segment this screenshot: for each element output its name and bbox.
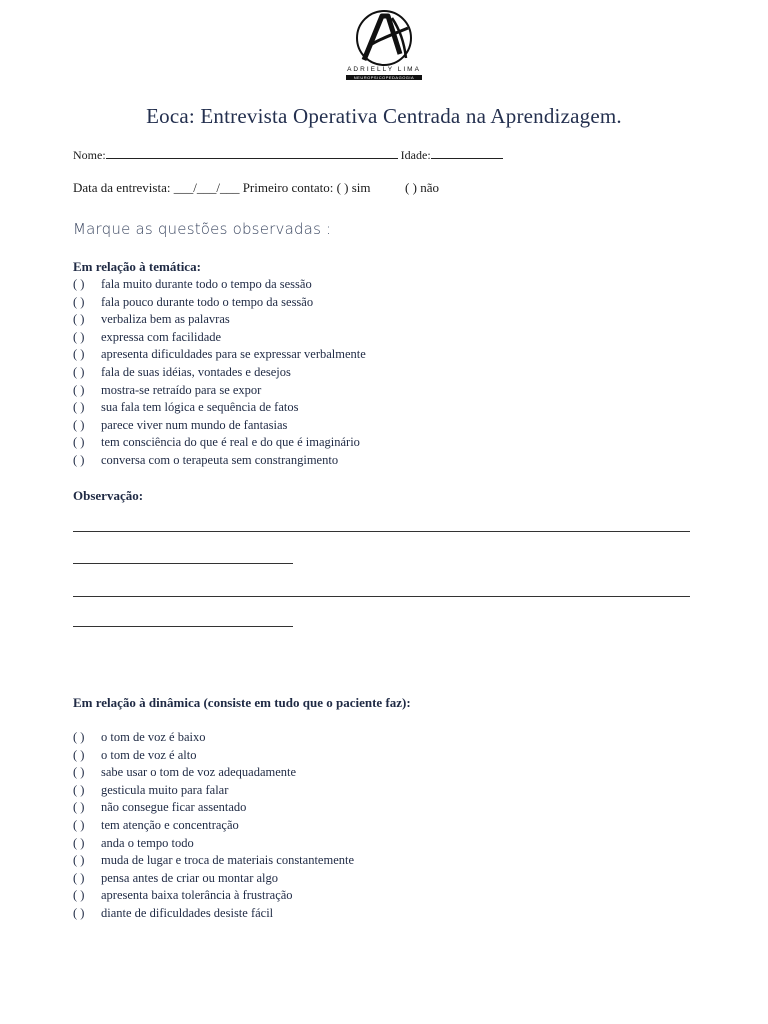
dinamica-item: [73, 905, 354, 923]
dinamica-item-label: o tom de voz é alto: [101, 747, 197, 762]
nome-label: Nome:: [73, 148, 106, 162]
data-label: Data da entrevista:: [73, 180, 171, 195]
nome-field[interactable]: [106, 148, 398, 159]
dinamica-list: [73, 729, 354, 923]
page-title: Eoca: Entrevista Operativa Centrada na Aprendizagem.: [146, 104, 622, 128]
nao-checkbox[interactable]: ( ) não: [405, 180, 439, 195]
tematica-item: [73, 399, 366, 417]
dinamica-item-label: apresenta baixa tolerância à frustração: [101, 888, 293, 903]
dinamica-item: [73, 852, 354, 870]
dinamica-checkbox[interactable]: ( ): [73, 905, 85, 920]
tematica-item: [73, 329, 366, 347]
tematica-checkbox[interactable]: ( ): [73, 382, 85, 397]
dinamica-checkbox[interactable]: ( ): [73, 800, 85, 815]
tematica-item-label: conversa com o terapeuta sem constrangimento: [101, 452, 339, 467]
tematica-checkbox[interactable]: ( ): [73, 400, 85, 415]
tematica-item: [73, 276, 366, 294]
dinamica-checkbox[interactable]: ( ): [73, 747, 85, 762]
tematica-checkbox[interactable]: ( ): [73, 347, 85, 362]
nome-idade-row: [73, 148, 503, 163]
dinamica-checkbox[interactable]: ( ): [73, 835, 85, 850]
dinamica-checkbox[interactable]: ( ): [73, 765, 85, 780]
observacao-line-2[interactable]: [73, 563, 293, 564]
dinamica-checkbox[interactable]: ( ): [73, 782, 85, 797]
dinamica-item-label: diante de dificuldades desiste fácil: [101, 905, 274, 920]
tematica-item: [73, 434, 366, 452]
idade-label: Idade:: [400, 148, 431, 162]
tematica-heading: Em relação à temática:: [73, 259, 201, 274]
dinamica-item: [73, 764, 354, 782]
dinamica-checkbox[interactable]: ( ): [73, 853, 85, 868]
tematica-list: [73, 276, 366, 470]
tematica-item-label: tem consciência do que é real e do que é imaginário: [101, 435, 360, 450]
dinamica-item-label: gesticula muito para falar: [101, 782, 229, 797]
observacao-line-3[interactable]: [73, 596, 690, 597]
idade-field[interactable]: [431, 148, 503, 159]
tematica-item-label: mostra-se retraído para se expor: [101, 382, 262, 397]
dinamica-item: [73, 799, 354, 817]
tematica-checkbox[interactable]: ( ): [73, 452, 85, 467]
tematica-checkbox[interactable]: ( ): [73, 435, 85, 450]
logo-circle-icon: [342, 8, 426, 68]
dinamica-item: [73, 887, 354, 905]
dinamica-item-label: muda de lugar e troca de materiais constantemente: [101, 853, 355, 868]
instruction-text: Marque as questões observadas :: [73, 220, 332, 238]
observacao-line-1[interactable]: [73, 531, 690, 532]
dinamica-checkbox[interactable]: ( ): [73, 870, 85, 885]
tematica-item-label: fala pouco durante todo o tempo da sessão: [101, 294, 314, 309]
tematica-checkbox[interactable]: ( ): [73, 277, 85, 291]
observacao-heading: Observação:: [73, 488, 144, 503]
dinamica-item-label: o tom de voz é baixo: [101, 730, 206, 744]
dinamica-item: [73, 729, 354, 747]
dinamica-item-label: sabe usar o tom de voz adequadamente: [101, 765, 297, 780]
tematica-item-label: fala muito durante todo o tempo da sessão: [101, 277, 312, 291]
tematica-checkbox[interactable]: ( ): [73, 294, 85, 309]
tematica-item-label: verbaliza bem as palavras: [101, 312, 230, 327]
tematica-item-label: sua fala tem lógica e sequência de fatos: [101, 400, 299, 415]
dinamica-item: [73, 747, 354, 765]
tematica-item: [73, 452, 366, 470]
tematica-item: [73, 364, 366, 382]
tematica-checkbox[interactable]: ( ): [73, 364, 85, 379]
brand-logo: [342, 8, 426, 80]
dinamica-item-label: anda o tempo todo: [101, 835, 194, 850]
dinamica-item-label: não consegue ficar assentado: [101, 800, 247, 815]
tematica-checkbox[interactable]: ( ): [73, 417, 85, 432]
tematica-item-label: expressa com facilidade: [101, 329, 222, 344]
dinamica-checkbox[interactable]: ( ): [73, 730, 85, 744]
tematica-checkbox[interactable]: ( ): [73, 312, 85, 327]
dinamica-item-label: pensa antes de criar ou montar algo: [101, 870, 279, 885]
logo-name: ADRIELLY LIMA: [347, 66, 421, 73]
dinamica-item: [73, 817, 354, 835]
dinamica-item-label: tem atenção e concentração: [101, 817, 239, 832]
logo-tagline: NEUROPSICOPEDAGOGIA: [346, 75, 422, 80]
dinamica-heading: Em relação à dinâmica (consiste em tudo que o paciente faz):: [73, 695, 411, 710]
sim-checkbox[interactable]: ( ) sim: [336, 180, 371, 195]
tematica-item-label: parece viver num mundo de fantasias: [101, 417, 288, 432]
tematica-item: [73, 417, 366, 435]
tematica-item-label: apresenta dificuldades para se expressar verbalmente: [101, 347, 366, 362]
tematica-item: [73, 382, 366, 400]
dinamica-item: [73, 782, 354, 800]
data-field[interactable]: ___/___/___: [173, 180, 240, 195]
tematica-checkbox[interactable]: ( ): [73, 329, 85, 344]
tematica-item: [73, 294, 366, 312]
dinamica-checkbox[interactable]: ( ): [73, 888, 85, 903]
dinamica-checkbox[interactable]: ( ): [73, 817, 85, 832]
observacao-line-4[interactable]: [73, 626, 293, 627]
tematica-item-label: fala de suas idéias, vontades e desejos: [101, 364, 291, 379]
primeiro-contato-label: Primeiro contato:: [242, 180, 334, 195]
data-row: [73, 180, 439, 196]
dinamica-item: [73, 835, 354, 853]
tematica-item: [73, 311, 366, 329]
tematica-item: [73, 346, 366, 364]
dinamica-item: [73, 870, 354, 888]
